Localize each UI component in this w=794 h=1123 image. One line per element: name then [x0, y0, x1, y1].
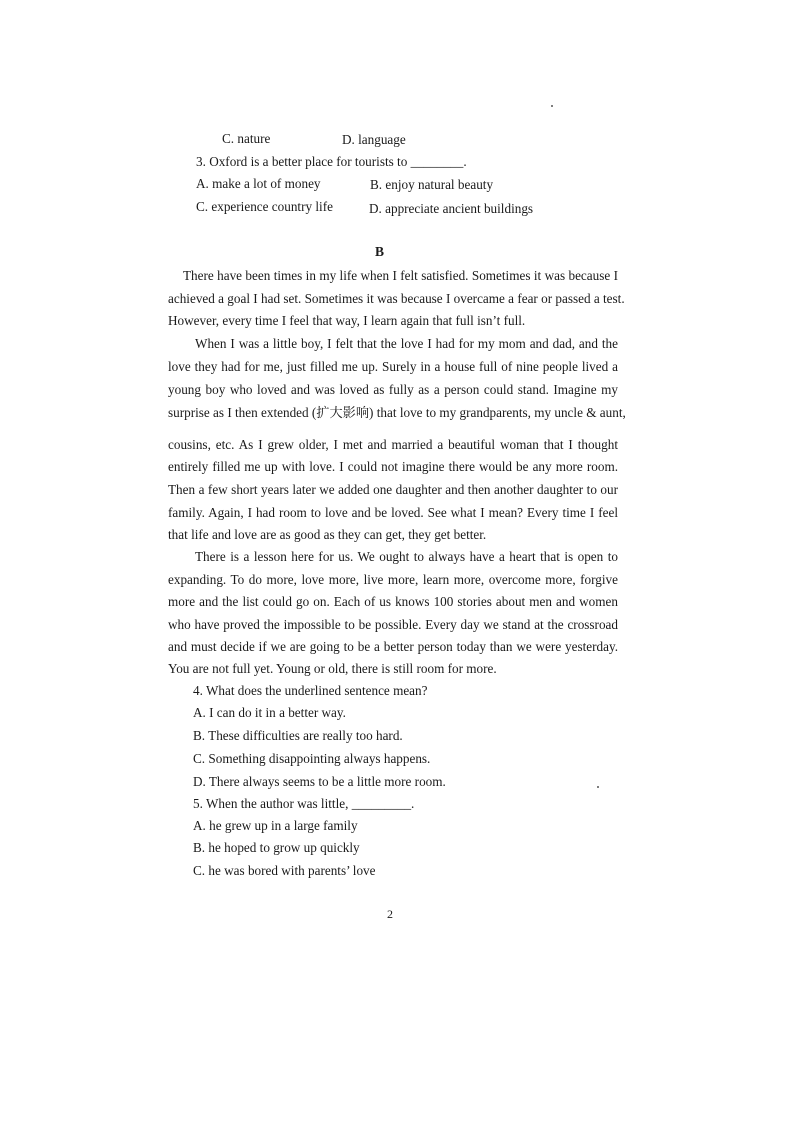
- q4-option-b: B. These difficulties are really too hard.: [193, 728, 403, 743]
- passage-line: surprise as I then extended (扩大影响) that love to my grandparents, my uncle & aunt,: [168, 405, 626, 420]
- q5-option-c: C. he was bored with parents’ love: [193, 863, 376, 878]
- q2-option-c: C. nature: [222, 131, 271, 146]
- passage-line: and must decide if we are going to be a better person today than we were yesterday.: [168, 639, 618, 654]
- q5-option-b: B. he hoped to grow up quickly: [193, 840, 360, 855]
- passage-line: entirely filled me up with love. I could not imagine there would be any more room.: [168, 459, 618, 474]
- q3-option-a: A. make a lot of money: [196, 176, 321, 191]
- scan-speck: [551, 105, 553, 107]
- passage-line: cousins, etc. As I grew older, I met and married a beautiful woman that I thought: [168, 437, 618, 452]
- scan-speck: [597, 786, 599, 788]
- passage-line: who have proved the impossible to be possible. Every day we stand at the crossroad: [168, 617, 618, 632]
- passage-line: You are not full yet. Young or old, there is still room for more.: [168, 661, 497, 676]
- passage-line: expanding. To do more, love more, live more, learn more, overcome more, forgive: [168, 572, 618, 587]
- q3-option-b: B. enjoy natural beauty: [370, 177, 494, 192]
- q5-option-a: A. he grew up in a large family: [193, 818, 358, 833]
- q3-option-c: C. experience country life: [196, 199, 333, 214]
- passage-line: family. Again, I had room to love and be loved. See what I mean? Every time I feel: [168, 505, 618, 520]
- passage-line: However, every time I feel that way, I learn again that full isn’t full.: [168, 313, 526, 328]
- passage-line: that life and love are as good as they can get, they get better.: [168, 527, 487, 542]
- passage-line: young boy who loved and was loved as fully as a person could stand. Imagine my: [168, 382, 618, 397]
- q3-option-d: D. appreciate ancient buildings: [369, 201, 534, 216]
- passage-line: There is a lesson here for us. We ought to always have a heart that is open to: [195, 549, 618, 564]
- q5-stem: 5. When the author was little, _________.: [193, 796, 415, 811]
- section-b-title: B: [375, 244, 385, 259]
- q4-option-c: C. Something disappointing always happens.: [193, 751, 431, 766]
- passage-line: love they had for me, just filled me up. Surely in a house full of nine people lived a: [168, 359, 618, 374]
- q2-option-d: D. language: [342, 132, 406, 147]
- q4-option-d: D. There always seems to be a little more room.: [193, 774, 446, 789]
- page-number: 2: [387, 907, 393, 921]
- passage-line: more and the list could go on. Each of us knows 100 stories about men and women: [168, 594, 618, 609]
- passage-line: achieved a goal I had set. Sometimes it was because I overcame a fear or passed a test.: [168, 291, 625, 306]
- passage-line: When I was a little boy, I felt that the love I had for my mom and dad, and the: [195, 336, 618, 351]
- q3-stem: 3. Oxford is a better place for tourists to ________.: [196, 154, 467, 169]
- q4-stem: 4. What does the underlined sentence mean?: [193, 683, 428, 698]
- passage-line: Then a few short years later we added one daughter and then another daughter to our: [168, 482, 618, 497]
- passage-line: There have been times in my life when I felt satisfied. Sometimes it was because I: [183, 268, 618, 283]
- q4-option-a: A. I can do it in a better way.: [193, 705, 346, 720]
